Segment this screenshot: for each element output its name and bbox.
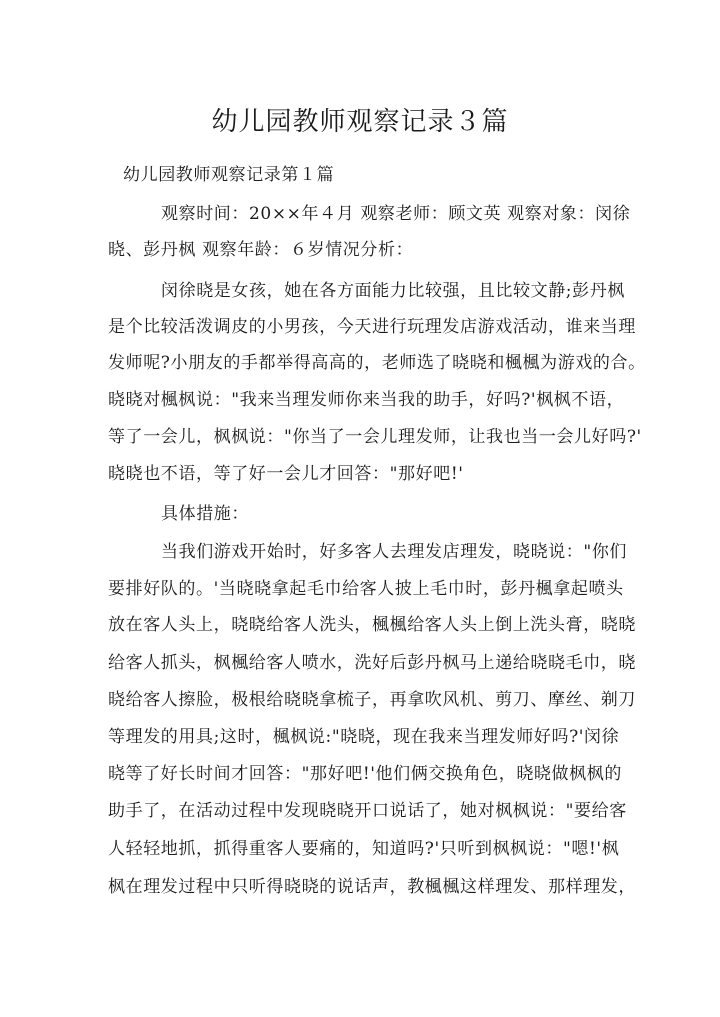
text-line: 闵徐晓是女孩，她在各方面能力比较强，且比较文静;彭丹枫 <box>161 281 625 301</box>
text-line: 放在客人头上，晓晓给客人洗头，楓楓给客人头上倒上洗头膏，晓晓 <box>108 615 636 635</box>
text-line: 当我们游戏开始时，好多客人去理发店理发，晓晓说："你们 <box>161 542 628 562</box>
text-line: 观察时间：20××年４月 观察老师：顾文英 观察对象：闵徐 <box>161 204 631 224</box>
text-line: 要排好队的。'当晓晓拿起毛巾给客人披上毛巾时，彭丹楓拿起喷头 <box>108 579 624 599</box>
text-line: 晓等了好长时间才回答："那好吧!'他们俩交换角色，晓晓做枫枫的 <box>108 764 622 784</box>
document-title: 幼儿园教师观察记录３篇 <box>211 107 509 137</box>
text-line: 给客人抓头，枫楓给客人喷水，洗好后彭丹枫马上递给晓晓毛巾，晓 <box>108 653 636 673</box>
text-line: 晓给客人擦脸，极根给晓晓拿梳子，再拿吹风机、剪刀、摩丝、剃刀 <box>108 690 636 710</box>
text-line: 晓晓也不语，等了好一会儿才回答："那好吧!' <box>108 464 464 484</box>
text-line: 等了一会儿，枫枫说："你当了一会儿理发师，让我也当一会儿好吗?' <box>108 427 642 447</box>
text-line: 枫在理发过程中只听得晓晓的说话声，教楓楓这样理发、那样理发， <box>108 877 636 897</box>
text-line: 晓、彭丹枫 观察年龄：６岁情况分析： <box>108 240 414 260</box>
text-line: 人轻轻地抓，抓得重客人要痛的，知道吗?'只听到枫枫说："嗯!'枫 <box>108 839 620 859</box>
text-line: 等理发的用具;这时，楓枫说:"晓晓，现在我来当理发师好吗?'闵徐 <box>108 727 620 747</box>
text-line: 晓晓对楓枫说："我来当理发师你来当我的助手，好吗?'枫枫不语， <box>108 390 625 410</box>
text-line: 发师呢?小朋友的手都举得高高的，老师选了晓晓和楓楓为游戏的合。 <box>108 353 646 373</box>
section-heading: 幼儿园教师观察记录第１篇 <box>123 165 335 185</box>
section-label: 具体措施： <box>161 504 249 524</box>
text-line: 是个比较活泼调皮的小男孩，今天进行玩理发店游戏活动，谁来当理 <box>108 317 636 337</box>
text-line: 助手了，在活动过程中发现晓晓开口说话了，她对枫枫说："要给客 <box>108 801 627 821</box>
